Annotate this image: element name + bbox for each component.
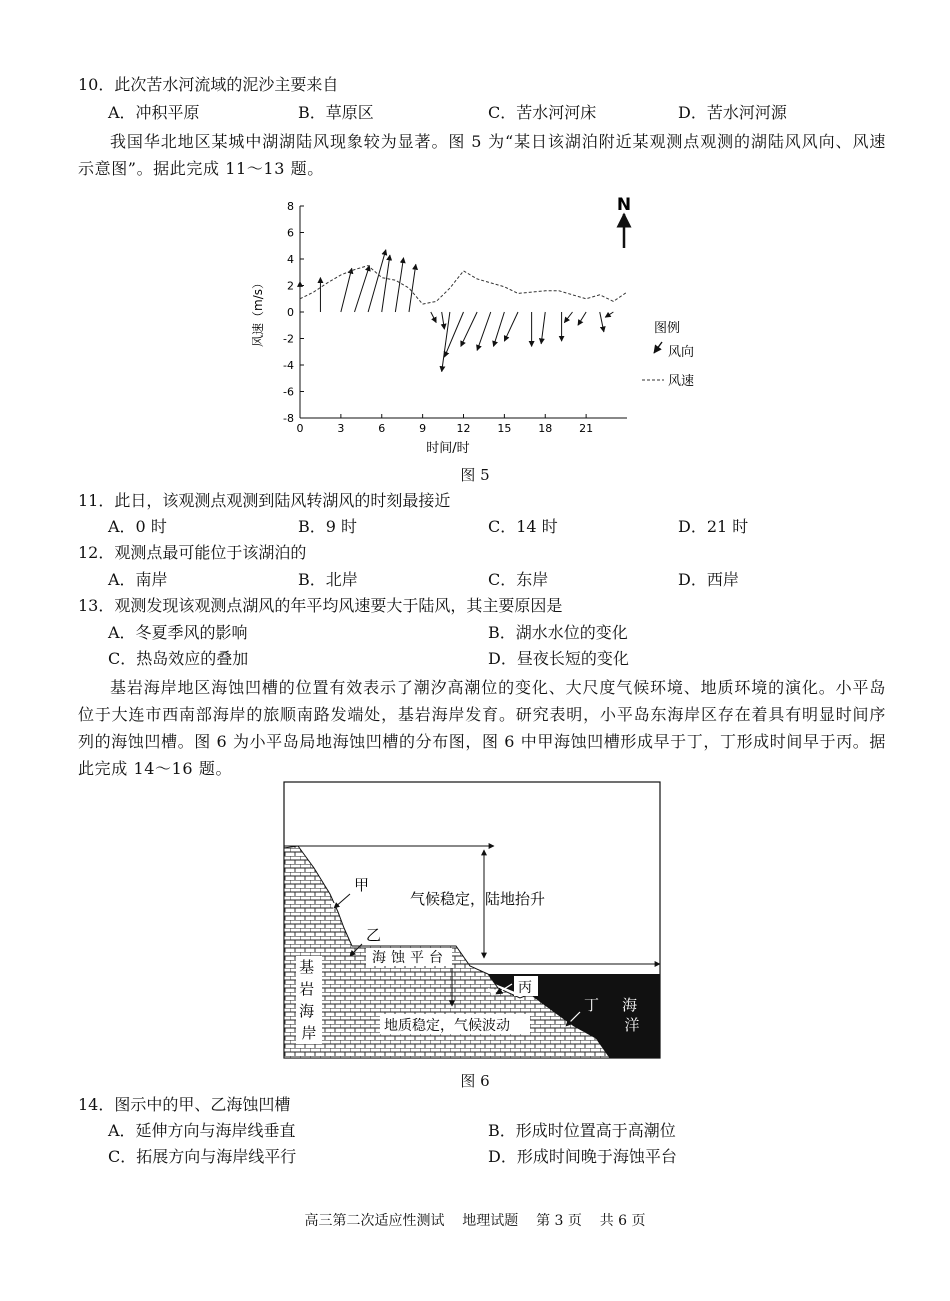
y-tick-label: 6 [287,226,294,240]
q13-option-d: D．昼夜长短的变化 [488,649,629,668]
x-tick-label: 18 [538,422,553,435]
label-yi: 乙 [366,926,382,944]
wind-vector-arrow [461,312,477,346]
y-axis-label: 风速（m/s） [251,277,265,347]
q13-option-c: C．热岛效应的叠加 [108,649,249,668]
q12-option-a: A．南岸 [108,570,168,589]
q13-stem: 13．观测发现该观测点湖风的年平均风速要大于陆风，其主要原因是 [78,596,563,615]
geo-stable-label: 地质稳定，气候波动 [384,1018,510,1034]
wind-vector-arrow [477,312,491,350]
figure-5-chart [0,190,950,460]
x-ticks [297,414,594,435]
wind-vector-arrow [605,312,613,317]
label-jia: 甲 [354,876,370,894]
q14-stem: 14．图示中的甲、乙海蚀凹槽 [78,1095,291,1114]
wind-vector-arrow [341,268,352,312]
y-tick-label: 8 [287,200,294,213]
q12-option-c: C．东岸 [488,570,549,589]
y-tick-label: -4 [283,359,294,372]
wind-vector-arrow [493,312,504,346]
q11-stem: 11．此日，该观测点观测到陆风转湖风的时刻最接近 [78,491,451,510]
y-tick-label: -2 [283,332,294,346]
wind-vector-arrow [431,312,436,323]
y-tick-label: 4 [287,253,294,266]
q14-option-c: C．拓展方向与海岸线平行 [108,1147,297,1166]
q10-option-d: D．苦水河河源 [678,103,787,122]
legend-title: 图例 [654,321,681,336]
label-ding: 丁 [584,996,600,1014]
q11-option-c: C．14 时 [488,517,558,536]
wind-vector-arrow [395,258,403,312]
passage-2: 基岩海岸地区海蚀凹槽的位置有效表示了潮汐高潮位的变化、大尺度气候环境、地质环境的演化。小平岛位于大连市西南部海岸的旅顺南路发端处，基岩海岸发育。研究表明，小平岛东海岸区存在着具有明显时间序列的海蚀凹槽。图 6 为小平岛局地海蚀凹槽的分布图，图 6 中甲海蚀凹槽形成早于丁，丁形成时间早于丙。据此完成 14～16 题。 [78,678,886,778]
figure-6-caption: 图 6 [460,1072,490,1090]
q10-option-a: A．冲积平原 [108,103,200,122]
q13-option-b: B．湖水水位的变化 [488,623,628,642]
platform-label: 海蚀平台 [372,950,448,966]
wind-vector-arrow [564,312,572,323]
x-axis-label: 时间/时 [426,441,470,456]
wind-vector-arrow [409,264,416,312]
q11-option-a: A．0 时 [108,517,167,536]
q10-option-c: C．苦水河河床 [488,103,597,122]
q10-option-b: B．草原区 [298,103,374,122]
x-tick-label: 9 [419,422,427,435]
wind-speed-line [300,266,627,305]
x-tick-label: 21 [579,422,594,435]
y-tick-label: 2 [287,279,294,293]
q14-option-b: B．形成时位置高于高潮位 [488,1121,676,1140]
q14-option-d: D．形成时间晚于海蚀平台 [488,1147,677,1166]
page-footer: 高三第二次适应性测试 地理试题 第 3 页 共 6 页 [304,1213,646,1229]
ocean-label: 海 洋 [622,996,640,1034]
x-tick-label: 0 [296,422,304,435]
legend-arrow-icon [654,342,662,353]
passage-1: 我国华北地区某城中湖湖陆风现象较为显著。图 5 为“某日该湖泊附近某观测点观测的湖陆风风向、风速示意图”。据此完成 11～13 题。 [78,132,886,178]
y-ticks [283,200,304,425]
wind-vector-arrow [382,255,390,312]
q12-stem: 12．观测点最可能位于该湖泊的 [78,543,307,562]
q13-option-a: A．冬夏季风的影响 [108,623,248,642]
wind-vector-arrow [355,266,370,312]
q10-stem: 10．此次苦水河流域的泥沙主要来自 [78,75,339,94]
y-tick-label: 0 [287,306,294,319]
q12-option-d: D．西岸 [678,570,739,589]
wind-vector-arrow [578,312,586,325]
climate-uplift-label: 气候稳定，陆地抬升 [410,890,546,908]
wind-vector-arrow [442,312,445,329]
coast-label: 基 岩 海 岸 [299,958,317,1042]
y-tick-label: -8 [283,412,294,425]
figure-6-diagram [0,776,950,1066]
legend-speed-label: 风速 [668,374,695,389]
q11-option-b: B．9 时 [298,517,358,536]
label-bing: 丙 [518,980,532,996]
north-label: N [616,195,632,215]
x-tick-label: 12 [456,422,471,435]
figure-5-caption: 图 5 [460,466,490,484]
wind-vector-arrow [600,312,604,332]
x-tick-label: 15 [497,422,512,435]
x-tick-label: 6 [378,422,386,435]
y-tick-label: -6 [283,385,294,399]
x-tick-label: 3 [337,422,345,435]
q11-option-d: D．21 时 [678,517,749,536]
legend-direction-label: 风向 [668,345,695,360]
q12-option-b: B．北岸 [298,570,358,589]
wind-vector-arrow [504,312,518,341]
q14-option-a: A．延伸方向与海岸线垂直 [108,1121,296,1140]
wind-vectors [300,250,613,372]
wind-vector-arrow [541,312,545,344]
